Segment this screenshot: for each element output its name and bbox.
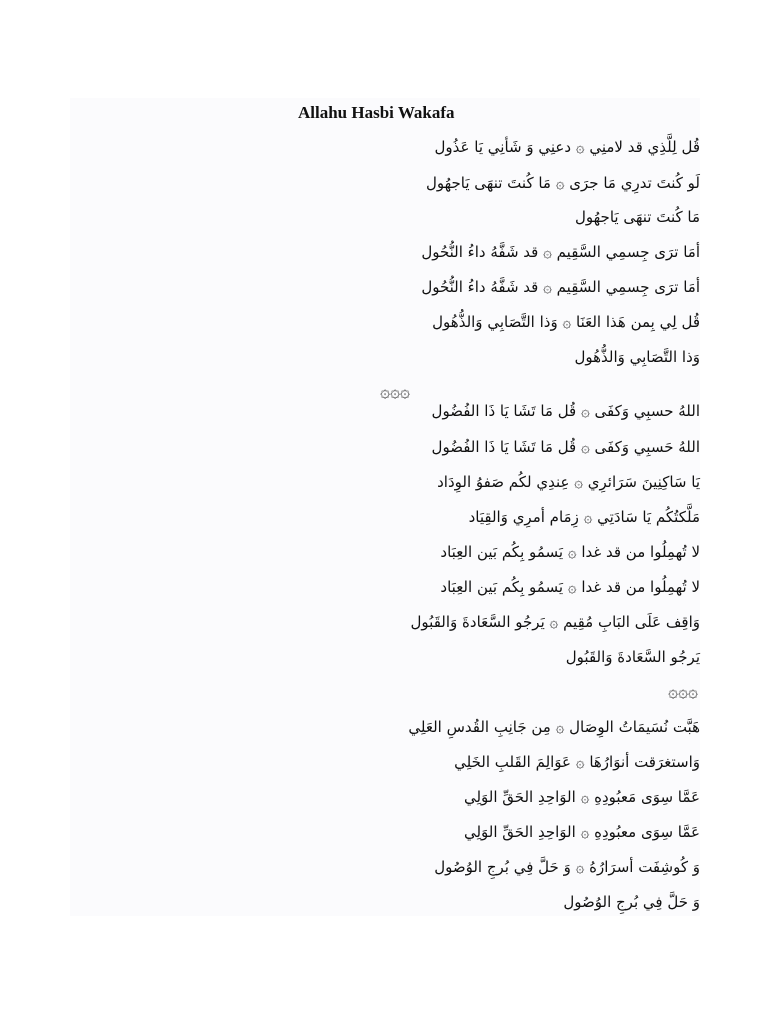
verse-line: يَا سَاكِنِينَ سَرَائرِي ۞ عِندِي لكُم صَفوُ الوِدَاد — [437, 473, 700, 491]
verse-line: يَرجُو السَّعَادةَ وَالقَبُول — [565, 648, 700, 666]
verse-line: مَا كُنتَ تنهَى يَاجهُول — [574, 208, 700, 226]
verse-line: وَاقِف عَلَى البَابِ مُقِيم ۞ يَرجُو السَّعَادةَ وَالقَبُول — [410, 613, 700, 631]
verse-line: أمَا ترَى جِسمِي السَّقِيم ۞ قد شَفَّهُ داءُ النُّحُول — [421, 243, 700, 261]
verse-line: وَ كُوشِفَت أسرَارُهُ ۞ وَ حَلَّ فِي بُرجِ الوُصُول — [434, 858, 700, 876]
verse-line: هَبَّت نُسَيمَاتُ الوِصَال ۞ مِن جَانِبِ القُدسِ العَلِي — [408, 718, 700, 736]
verse-line: مَلَّكتُكُم يَا سَادَتِي ۞ زِمَام أمرِي وَالقِيَاد — [468, 508, 700, 526]
document-title: Allahu Hasbi Wakafa — [298, 103, 455, 122]
verse-line: لَو كُنتَ تدرِي مَا جرَى ۞ مَا كُنتَ تنهَى يَاجهُول — [425, 174, 700, 192]
verse-line: لا تُهمِلُوا من قد غدا ۞ يَسمُو بِكُم بَين العِبَاد — [440, 543, 700, 561]
verse-line: وَذا التَّصَابِي وَالذُّهُول — [574, 348, 700, 366]
verse-line: وَ حَلَّ فِي بُرجِ الوُصُول — [563, 893, 700, 911]
ornament-divider: ۞۞۞ — [668, 682, 698, 702]
verse-line: عَمَّا سِوَى معبُودِهِ ۞ الوَاحِدِ الحَقِّ الوَلِي — [463, 823, 700, 841]
verse-line: اللهُ حَسبِي وَكفَى ۞ قُل مَا تَشَا يَا ذَا الفُضُول — [431, 438, 700, 456]
verse-line: قُل لِلَّذِي قد لامنِي ۞ دعنِي وَ شَأنِي يَا عَذُول — [434, 138, 700, 156]
verse-line: أمَا ترَى جِسمِي السَّقِيم ۞ قد شَفَّهُ داءُ النُّحُول — [421, 278, 700, 296]
verse-line: وَاستغرَقت أنوَارُهَا ۞ عَوَالِمَ القَلبِ الخَلِي — [454, 753, 700, 771]
verse-line: اللهُ حسبِي وَكفَى ۞ قُل مَا تَشَا يَا ذَا الفُضُول — [431, 402, 700, 420]
verse-line: قُل لِي بِمن هَذا العَنَا ۞ وَذا التَّصَابِي وَالذُّهُول — [432, 313, 700, 331]
ornament-divider: ۞۞۞ — [380, 382, 410, 402]
verse-line: لا تُهمِلُوا من قد غدا ۞ يَسمُو بِكُم بَين العِبَاد — [440, 578, 700, 596]
verse-line: عَمَّا سِوَى مَعبُودِهِ ۞ الوَاحِدِ الحَقِّ الوَلِي — [463, 788, 700, 806]
